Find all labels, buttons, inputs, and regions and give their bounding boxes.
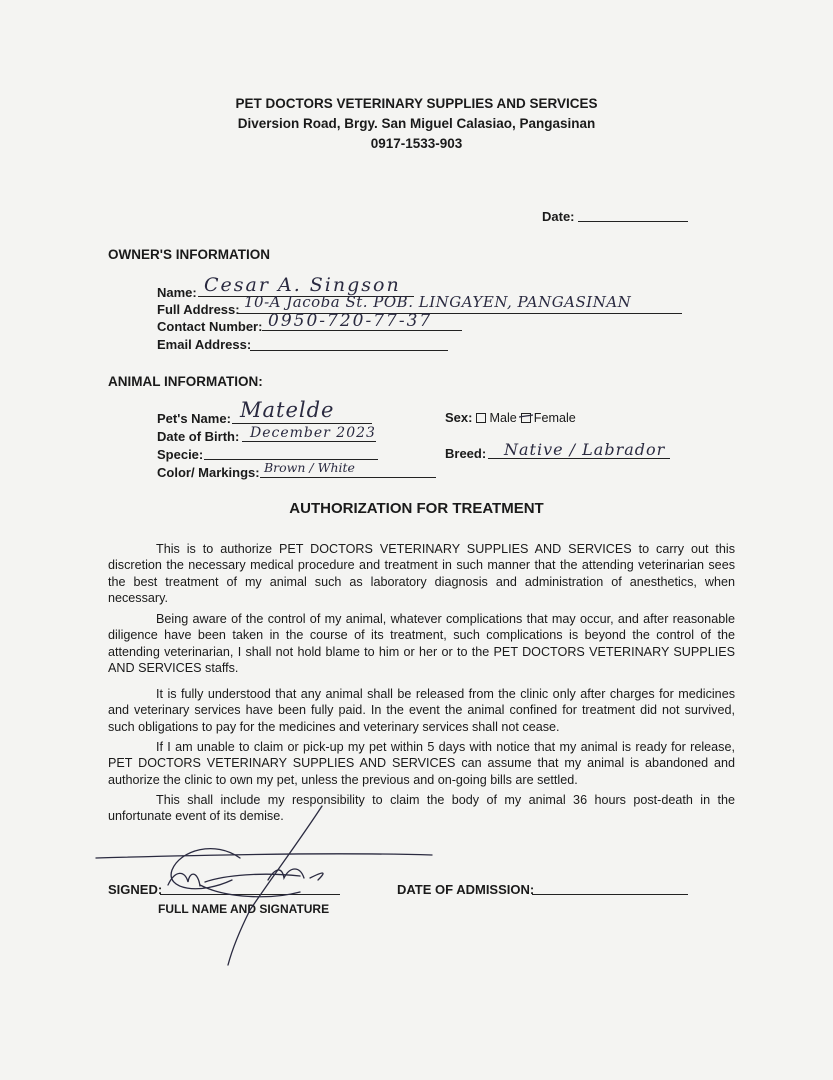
date-label: Date:: [542, 209, 575, 224]
pet-name-value: Matelde: [240, 398, 335, 422]
authorization-paragraph-3: It is fully understood that any animal shall be released from the clinic only after charges for medicines and veterinary services have been fully paid. In the event the animal confined for treatment did not survived, such obligations to pay for the medicines and veterinary services shall not cease.: [108, 687, 735, 734]
company-phone: 0917-1533-903: [370, 136, 463, 151]
pet-name-label: Pet's Name:: [157, 411, 231, 426]
email-address-label: Email Address:: [157, 337, 252, 352]
female-check-mark: [519, 410, 533, 422]
sex-label: Sex:: [445, 410, 473, 425]
signature-line: [160, 894, 340, 895]
signed-label: SIGNED:: [108, 882, 163, 897]
owner-section-title: OWNER'S INFORMATION: [108, 247, 270, 262]
authorization-paragraph-4: If I am unable to claim or pick-up my pet within 5 days with notice that my animal is ready for release, PET DOCTORS VETERINARY SUPPLIES AND SERVICES can assume that my animal is abandoned and authorize the clinic to own my pet, unless the previous and on-going bills are settled.: [108, 740, 735, 787]
male-checkbox[interactable]: [476, 413, 486, 423]
authorization-title: AUTHORIZATION FOR TREATMENT: [289, 500, 544, 517]
contact-number-value: 0950-720-77-37: [268, 311, 433, 331]
date-of-birth-value: December 2023: [250, 425, 376, 441]
date-of-admission-line: [532, 894, 688, 895]
company-address: Diversion Road, Brgy. San Miguel Calasiao, Pangasinan: [237, 116, 596, 131]
date-of-birth-line: [242, 441, 376, 442]
authorization-paragraph-1: This is to authorize PET DOCTORS VETERINARY SUPPLIES AND SERVICES to carry out this discretion the necessary medical procedure and treatment in such manner that the attending veterinarian sees the best treatment of my animal such as laboratory diagnosis and administration of anesthetics, when necessary.: [108, 542, 735, 606]
date-line: [578, 221, 688, 222]
authorization-paragraph-2: Being aware of the control of my animal, whatever complications that may occur, and after reasonable diligence have been taken in the course of its treatment, such complications is beyond the control of the attending veterinarian, I shall not hold blame to him or her or to the PET DOCTORS VETERINARY SUPPLIES AND SERVICES staffs.: [108, 612, 735, 676]
date-of-birth-label: Date of Birth:: [157, 429, 240, 444]
owner-name-label: Name:: [157, 285, 197, 300]
contact-number-label: Contact Number:: [157, 319, 263, 334]
color-markings-line: [260, 477, 436, 478]
authorization-paragraph-5: This shall include my responsibility to claim the body of my animal 36 hours post-death in the unfortunate event of its demise.: [108, 793, 735, 824]
animal-section-title: ANIMAL INFORMATION:: [108, 374, 263, 389]
pet-name-line: [232, 423, 372, 424]
sex-field: [445, 410, 576, 425]
color-markings-label: Color/ Markings:: [157, 465, 260, 480]
email-address-line: [250, 350, 448, 351]
breed-label: Breed:: [445, 446, 487, 461]
full-address-value: 10-A Jacoba St. POB. LINGAYEN, PANGASINAN: [244, 293, 632, 311]
specie-label: Specie:: [157, 447, 204, 462]
breed-value: Native / Labrador: [504, 440, 666, 459]
date-of-admission-label: DATE OF ADMISSION:: [397, 882, 535, 897]
full-name-signature-label: FULL NAME AND SIGNATURE: [158, 902, 330, 916]
full-address-label: Full Address:: [157, 302, 240, 317]
company-name: PET DOCTORS VETERINARY SUPPLIES AND SERVICES: [235, 96, 598, 111]
female-checkbox[interactable]: [521, 413, 531, 423]
owner-name-value: Cesar A. Singson: [204, 274, 401, 296]
female-option-label: Female: [533, 411, 576, 425]
male-option-label: Male: [489, 411, 517, 425]
color-markings-value: Brown / White: [264, 460, 355, 475]
